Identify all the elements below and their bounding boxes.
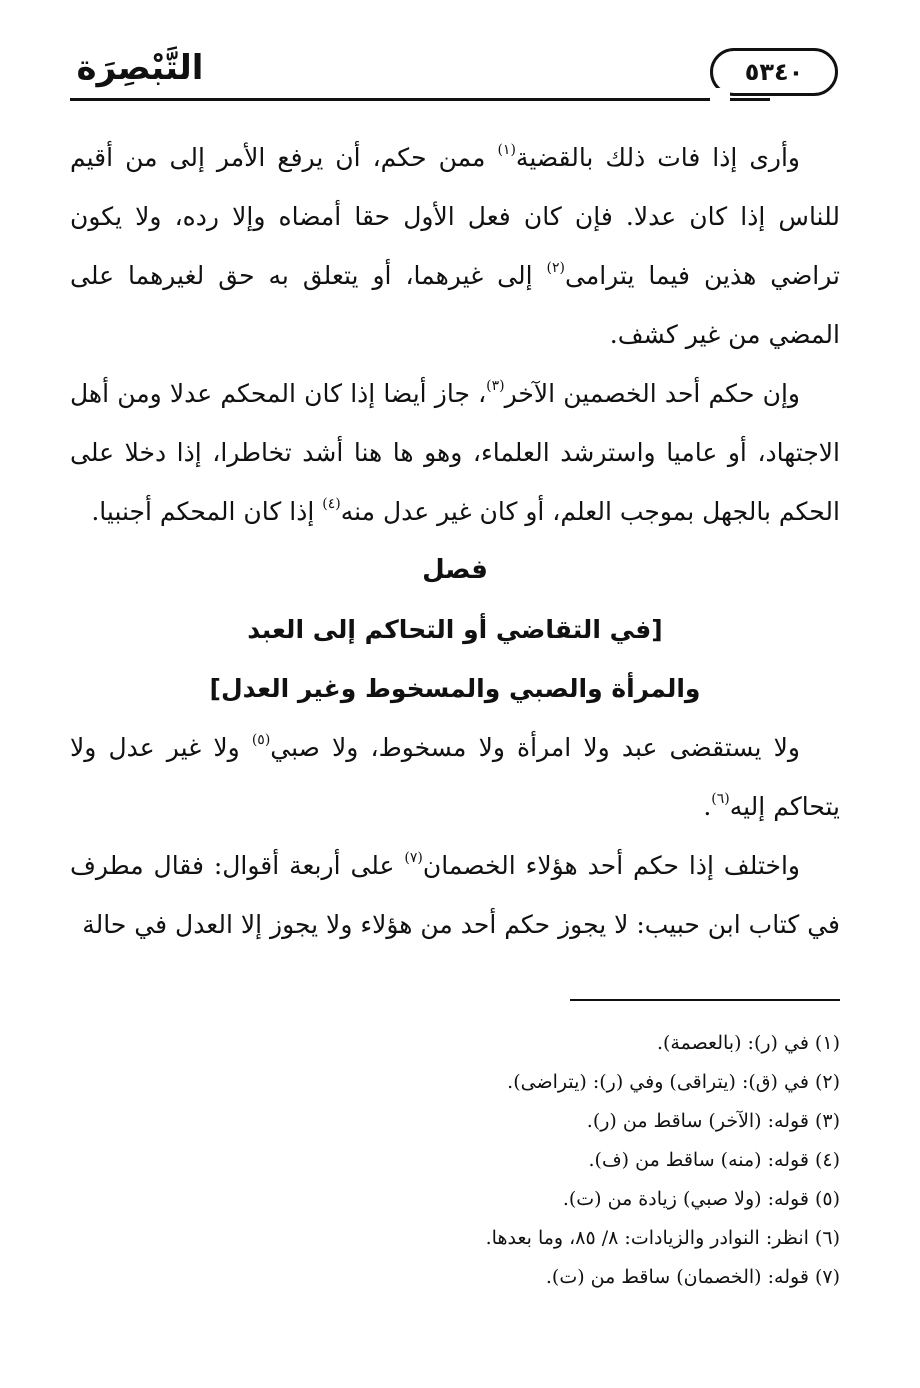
footnote-separator: [570, 999, 840, 1001]
footnote-3: (٣) قوله: (الآخر) ساقط من (ر).: [586, 1110, 840, 1132]
text-span: ولا يستقضى عبد ولا امرأة ولا مسخوط، ولا صبي: [270, 733, 800, 762]
text-span: على أربعة أقوال: فقال مطرف في كتاب ابن حبيب: لا يجوز حكم أحد من هؤلاء ولا يجوز إلا العدل في حالة: [70, 851, 840, 939]
footnotes: [70, 1024, 840, 1297]
text-span: إلى غيرهما، أو يتعلق به حق لغيرهما على المضي من غير كشف.: [70, 261, 840, 349]
paragraph-3: [70, 718, 840, 836]
book-title: التَّبْصِرَة: [76, 48, 204, 88]
text-span: إذا كان المحكم أجنبيا.: [91, 497, 323, 526]
text-span: ولا غير عدل ولا يتحاكم إليه: [70, 733, 840, 821]
footnote-6: (٦) انظر: النوادر والزيادات: ٨/ ٨٥، وما بعدها.: [485, 1227, 840, 1249]
footnote-ref-6: (٦): [711, 791, 730, 807]
paragraph-2: [70, 364, 840, 541]
page-header: [70, 40, 840, 108]
footnote-ref-2: (٢): [546, 260, 565, 276]
text-span: وإن حكم أحد الخصمين الآخر: [504, 379, 800, 408]
paragraph-4: [70, 836, 840, 954]
text-span: .: [703, 792, 712, 821]
footnote-ref-1: (١): [497, 142, 516, 158]
text-span: واختلف إذا حكم أحد هؤلاء الخصمان: [422, 851, 800, 880]
main-text: [70, 128, 840, 954]
text-span: وأرى إذا فات ذلك بالقضية: [515, 143, 800, 172]
footnote-7: (٧) قوله: (الخصمان) ساقط من (ت).: [545, 1266, 840, 1288]
footnote-ref-3: (٣): [486, 378, 505, 394]
page-number: ٥٣٤٠: [710, 48, 838, 96]
header-rule: [70, 98, 770, 101]
footnote-4: (٤) قوله: (منه) ساقط من (ف).: [588, 1149, 840, 1171]
footnote-ref-5: (٥): [251, 732, 271, 748]
section-subtitle-line-1: [في التقاضي أو التحاكم إلى العبد: [247, 615, 663, 644]
footnote-ref-4: (٤): [322, 496, 341, 512]
text-span: ممن حكم، أن يرفع الأمر إلى من أقيم للناس إذا كان عدلا. فإن كان فعل الأول حقا أمضاه وإلا رده، ولا يكون تراضي هذين فيما يترامى: [70, 143, 840, 290]
footnote-1: (١) في (ر): (بالعصمة).: [656, 1032, 840, 1054]
footnote-5: (٥) قوله: (ولا صبي) زيادة من (ت).: [562, 1188, 840, 1210]
footnote-2: (٢) في (ق): (يتراقى) وفي (ر): (يتراضى).: [507, 1071, 840, 1093]
page-number-tail: [710, 88, 730, 102]
section-subtitle-line-2: والمرأة والصبي والمسخوط وغير العدل]: [209, 674, 701, 703]
footnote-ref-7: (٧): [404, 850, 423, 866]
section-title: فصل: [422, 555, 488, 585]
paragraph-1: [70, 128, 840, 364]
text-span: ، جاز أيضا إذا كان المحكم عدلا ومن أهل الاجتهاد، أو عاميا واسترشد العلماء، وهو ها هنا أشد تخاطرا، إذا دخلا على الحكم بالجهل بموجب العلم، أو كان غير عدل منه: [70, 379, 840, 526]
